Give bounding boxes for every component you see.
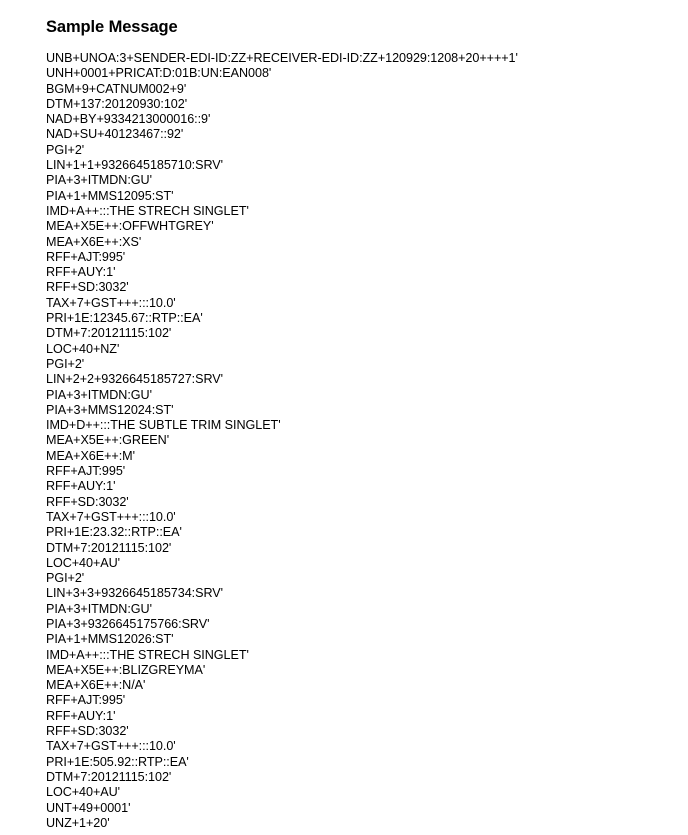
edi-segment-line: RFF+SD:3032': [46, 494, 129, 509]
edi-segment-line: UNZ+1+20': [46, 815, 110, 830]
edi-segment-line: IMD+D++:::THE SUBTLE TRIM SINGLET': [46, 418, 281, 433]
edi-segment-line: RFF+AUY:1': [46, 708, 116, 723]
edi-segment-line: DTM+7:20121115:102': [46, 540, 172, 555]
edi-segment-line: MEA+X5E++:GREEN': [46, 433, 170, 448]
edi-segment-line: UNH+0001+PRICAT:D:01B:UN:EAN008': [46, 66, 272, 81]
edi-segment-line: MEA+X5E++:BLIZGREYMA': [46, 662, 206, 677]
edi-segment-line: PIA+3+9326645175766:SRV': [46, 616, 210, 631]
edi-segment-line: MEA+X6E++:M': [46, 448, 135, 463]
edi-segment-line: LOC+40+AU': [46, 555, 121, 570]
edi-segment-line: LIN+1+1+9326645185710:SRV': [46, 158, 223, 173]
edi-segment-line: RFF+AUY:1': [46, 265, 116, 280]
edi-segment-line: DTM+137:20120930:102': [46, 96, 188, 111]
edi-message-listing: [46, 51, 518, 831]
edi-segment-line: TAX+7+GST+++:::10.0': [46, 295, 176, 310]
edi-segment-line: NAD+BY+9334213000016::9': [46, 112, 211, 127]
edi-segment-line: IMD+A++:::THE STRECH SINGLET': [46, 647, 249, 662]
page-title: Sample Message: [46, 18, 178, 36]
edi-segment-line: IMD+A++:::THE STRECH SINGLET': [46, 203, 249, 218]
edi-segment-line: RFF+AUY:1': [46, 479, 116, 494]
edi-segment-line: LOC+40+AU': [46, 785, 121, 800]
edi-segment-line: TAX+7+GST+++:::10.0': [46, 739, 176, 754]
edi-segment-line: DTM+7:20121115:102': [46, 326, 172, 341]
edi-segment-line: LOC+40+NZ': [46, 341, 120, 356]
edi-segment-line: PGI+2': [46, 571, 85, 586]
edi-segment-line: RFF+AJT:995': [46, 249, 126, 264]
edi-segment-line: PIA+3+ITMDN:GU': [46, 601, 152, 616]
edi-segment-line: UNT+49+0001': [46, 800, 131, 815]
edi-segment-line: RFF+SD:3032': [46, 280, 129, 295]
edi-segment-line: RFF+AJT:995': [46, 693, 126, 708]
edi-segment-line: PRI+1E:23.32::RTP::EA': [46, 525, 182, 540]
edi-segment-line: PIA+1+MMS12026:ST': [46, 632, 174, 647]
edi-segment-line: PIA+3+ITMDN:GU': [46, 387, 152, 402]
edi-segment-line: TAX+7+GST+++:::10.0': [46, 509, 176, 524]
edi-segment-line: MEA+X5E++:OFFWHTGREY': [46, 219, 214, 234]
edi-segment-line: PRI+1E:12345.67::RTP::EA': [46, 311, 203, 326]
edi-segment-line: BGM+9+CATNUM002+9': [46, 81, 187, 96]
edi-segment-line: DTM+7:20121115:102': [46, 769, 172, 784]
edi-segment-line: RFF+AJT:995': [46, 464, 126, 479]
edi-segment-line: MEA+X6E++:N/A': [46, 678, 146, 693]
edi-segment-line: PGI+2': [46, 142, 85, 157]
edi-segment-line: LIN+3+3+9326645185734:SRV': [46, 586, 223, 601]
edi-segment-line: RFF+SD:3032': [46, 724, 129, 739]
edi-segment-line: UNB+UNOA:3+SENDER-EDI-ID:ZZ+RECEIVER-EDI-ID:ZZ+120929:1208+20++++1': [46, 51, 518, 65]
edi-segment-line: PIA+1+MMS12095:ST': [46, 188, 174, 203]
edi-segment-line: MEA+X6E++:XS': [46, 234, 142, 249]
edi-segment-line: LIN+2+2+9326645185727:SRV': [46, 372, 223, 387]
edi-segment-line: PRI+1E:505.92::RTP::EA': [46, 754, 189, 769]
edi-segment-line: PIA+3+ITMDN:GU': [46, 173, 152, 188]
edi-segment-line: NAD+SU+40123467::92': [46, 127, 184, 142]
edi-segment-line: PGI+2': [46, 356, 85, 371]
edi-segment-line: PIA+3+MMS12024:ST': [46, 402, 174, 417]
